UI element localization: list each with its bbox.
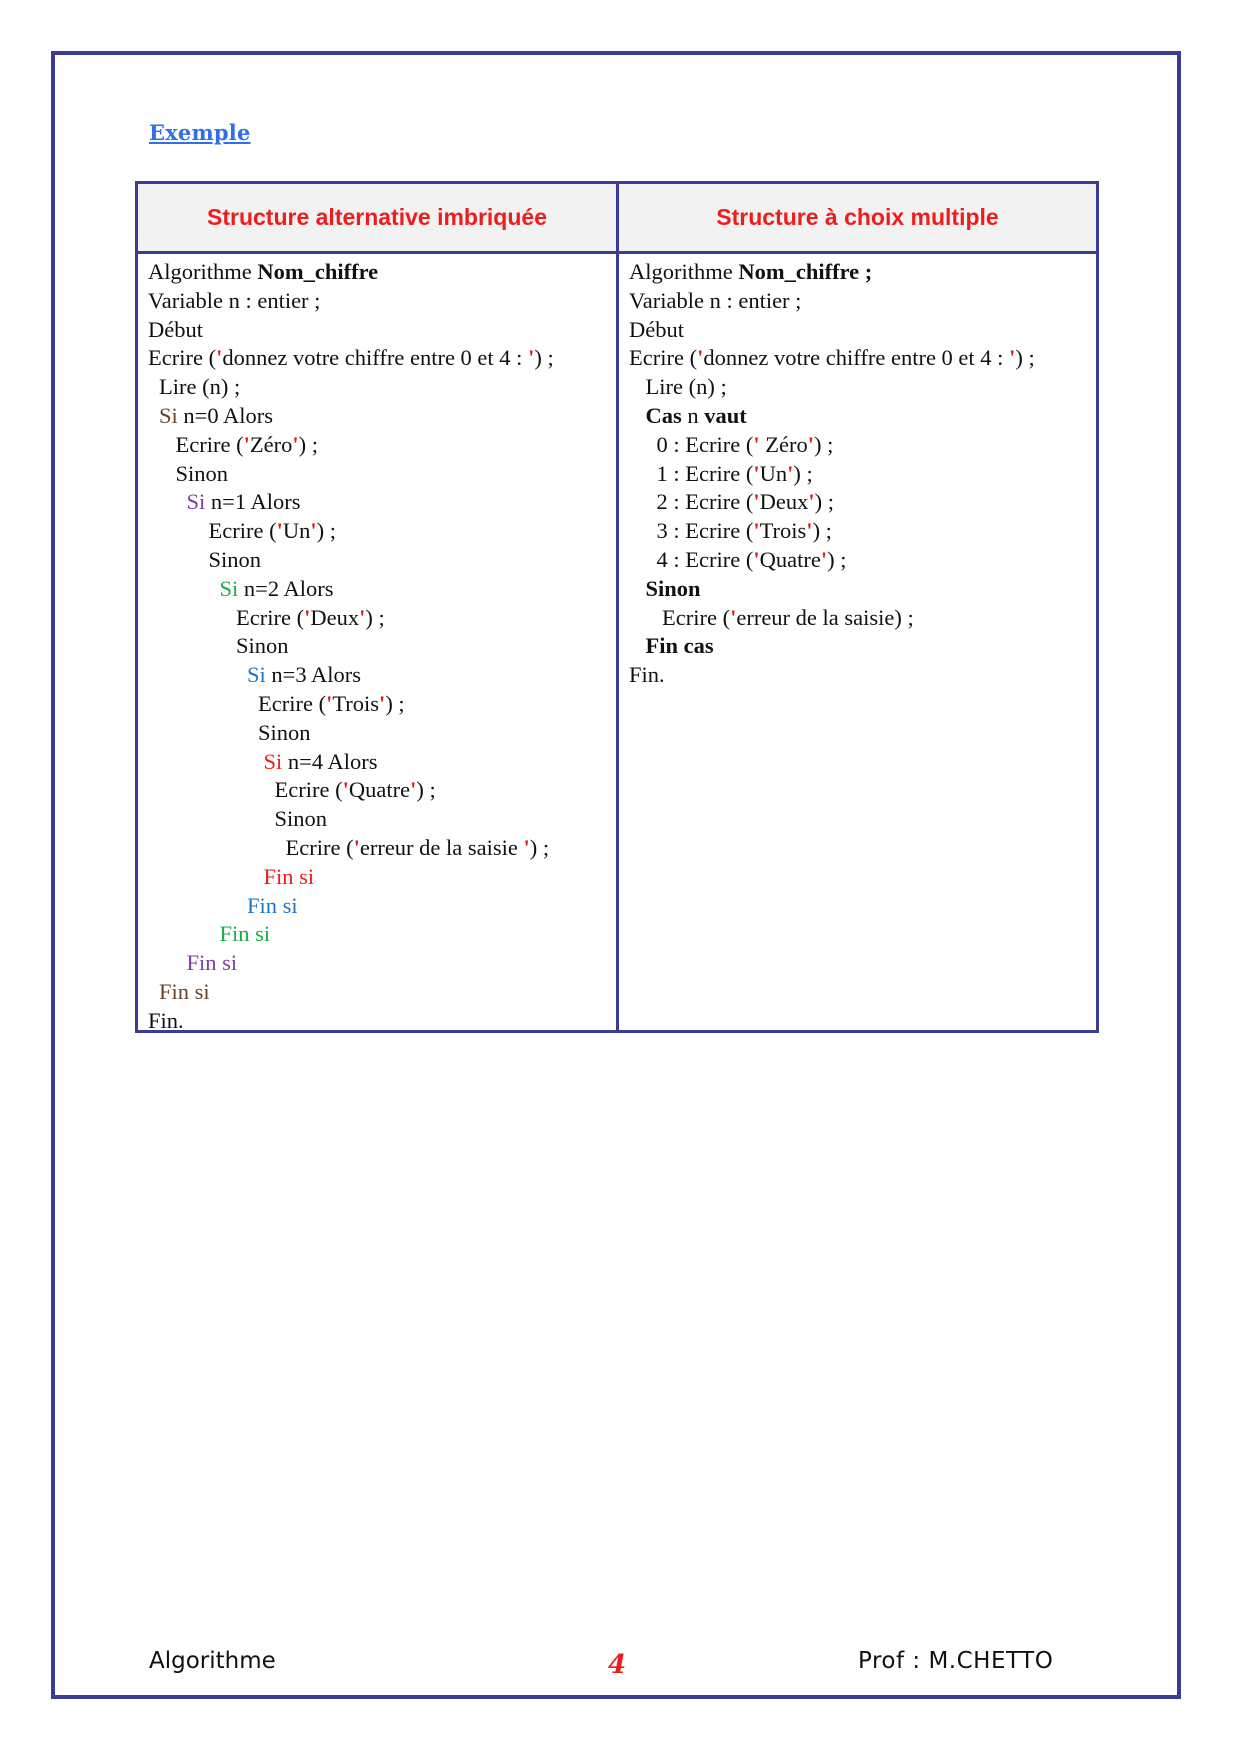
code-token: Fin si [247,892,298,918]
code-token: Quatre [348,777,411,803]
code-token: Ecrire ( [236,604,305,630]
code-token: Un [282,518,311,544]
code-token: 1 : Ecrire ( [656,460,754,486]
code-line [148,834,614,863]
code-token: ) ; [814,489,834,515]
code-line [148,344,614,373]
code-line [629,517,1091,546]
code-line [148,431,614,460]
code-token: ' [310,518,317,544]
code-token: Fin. [629,662,665,688]
code-token: Ecrire ( [148,345,217,371]
code-block-switch-case [629,258,1091,690]
section-heading: Exemple [149,120,251,145]
code-token: Ecrire ( [208,518,277,544]
code-token: Ecrire ( [258,690,327,716]
code-token: n=2 Alors [238,575,334,601]
code-block-nested-if [148,258,614,1036]
code-line [148,460,614,489]
code-token: ' [243,431,250,457]
code-token: Ecrire ( [175,431,244,457]
code-token: ) ; [534,345,554,371]
code-token: ) ; [827,546,847,572]
code-token: Fin si [186,950,238,976]
code-token: ' [528,345,535,371]
code-line [148,316,614,345]
code-token: Variable n : entier ; [629,287,802,313]
code-token: Début [148,316,203,342]
code-token: 0 : Ecrire ( [656,431,754,457]
comparison-table [135,181,1099,1033]
code-token: donnez votre chiffre entre 0 et 4 : [222,345,529,371]
code-token: ) ; [416,777,436,803]
code-token: ' [753,518,760,544]
code-line [148,892,614,921]
code-token: ' [753,546,760,572]
code-token: erreur de la saisie [359,834,524,860]
code-line [148,546,614,575]
code-token: Lire (n) ; [645,374,727,400]
code-token: ) ; [813,431,834,457]
code-token: Fin si [263,863,315,889]
code-token: Ecrire ( [285,834,354,860]
code-token: Sinon [175,460,229,486]
code-token: Deux [310,604,360,630]
code-token: ' [753,489,760,515]
code-token: ' [697,345,704,371]
code-line [629,661,1091,690]
code-token: Zéro [759,431,808,457]
code-line [148,776,614,805]
code-token: ' [342,777,349,803]
code-line [629,575,1091,604]
code-token: donnez votre chiffre entre 0 et 4 : [703,345,1010,371]
code-token: Sinon [274,806,328,832]
code-line [629,316,1091,345]
code-line [148,805,614,834]
code-token: ' [410,777,417,803]
column-divider [616,184,619,1030]
code-token: Trois [759,518,807,544]
code-token: Algorithme [148,259,258,284]
code-token: Zéro [249,431,293,457]
code-token: 4 : Ecrire ( [656,546,754,572]
code-line [148,258,614,287]
code-token: ' [753,431,760,457]
code-token: Sinon [208,546,262,572]
code-token: ' [806,518,813,544]
code-token: n=4 Alors [282,748,378,774]
code-token: Si [186,489,206,515]
code-line [148,949,614,978]
code-line [629,258,1091,287]
code-token: n [681,402,705,428]
code-token: ' [523,834,530,860]
code-line [629,431,1091,460]
code-token: Si [263,748,283,774]
code-token: Quatre [759,546,821,572]
code-line [148,661,614,690]
code-token: 3 : Ecrire ( [656,518,754,544]
code-token: n=3 Alors [265,662,361,688]
code-token: Début [629,316,684,342]
code-token: Fin si [219,921,271,947]
code-token: ' [216,345,223,371]
code-line [148,978,614,1007]
code-line [148,748,614,777]
code-token: Nom_chiffre ; [738,259,873,284]
code-line [629,604,1091,633]
code-token: ) ; [385,690,405,716]
footer-author: Prof : M.CHETTO [858,1648,1054,1674]
code-token: n=1 Alors [205,489,301,515]
code-token: Ecrire ( [662,604,731,630]
code-line [629,546,1091,575]
code-token: Nom_chiffre [257,259,379,284]
code-line [148,517,614,546]
code-token: ' [379,690,386,716]
code-line [148,575,614,604]
code-token: ' [326,690,333,716]
code-token: ' [304,604,311,630]
code-token: erreur de la saisie) ; [736,604,914,630]
code-line [629,287,1091,316]
code-token: ' [808,489,815,515]
code-token: ) ; [812,518,832,544]
code-line [629,373,1091,402]
page-number: 4 [608,1650,627,1680]
code-token: n=0 Alors [177,402,273,428]
code-token: ) ; [365,604,385,630]
code-line [148,719,614,748]
code-token: vaut [704,402,747,428]
code-token: ' [292,431,299,457]
code-line [148,604,614,633]
code-line [148,373,614,402]
code-token: Ecrire ( [629,345,698,371]
code-token: Sinon [236,633,289,659]
code-line [629,632,1091,661]
code-line [148,488,614,517]
code-token: ' [353,834,360,860]
code-line [148,402,614,431]
code-line [629,488,1091,517]
code-token: ' [730,604,737,630]
code-token: ) ; [529,834,550,860]
code-token: Lire (n) ; [159,374,241,400]
code-token: Fin si [159,978,210,1004]
code-token: Si [219,575,239,601]
code-line [148,287,614,316]
header-multiple-choice: Structure à choix multiple [716,204,999,230]
footer-course-title: Algorithme [149,1648,276,1674]
code-line [148,920,614,949]
code-token: Variable n : entier ; [148,287,321,313]
code-token: ' [753,460,760,486]
code-token: ' [820,546,828,572]
code-token: ' [276,518,283,544]
code-token: Deux [759,489,809,515]
code-token: Sinon [645,575,701,601]
code-token: Algorithme [629,259,739,284]
code-token: Fin cas [645,633,714,659]
code-token: Sinon [258,719,311,745]
code-line [629,460,1091,489]
code-token: Ecrire ( [274,777,343,803]
code-token: 2 : Ecrire ( [656,489,754,515]
code-token: ' [807,431,814,457]
code-token: Cas [645,402,682,428]
code-token: Si [159,402,178,428]
code-token: Un [759,460,788,486]
code-token: ) ; [1015,345,1035,371]
code-token: ) ; [298,431,318,457]
code-token: ) ; [793,460,813,486]
code-line [148,690,614,719]
code-token: ) ; [316,518,336,544]
code-token: Si [247,662,266,688]
code-token: ' [359,604,366,630]
code-token: ' [1009,345,1016,371]
code-line [148,632,614,661]
code-line [629,344,1091,373]
header-nested-structure: Structure alternative imbriquée [207,204,547,230]
code-token: Trois [332,690,380,716]
code-line [629,402,1091,431]
code-token: ' [787,460,794,486]
code-line [148,1007,614,1036]
code-line [148,863,614,892]
code-token: Fin. [148,1007,184,1033]
